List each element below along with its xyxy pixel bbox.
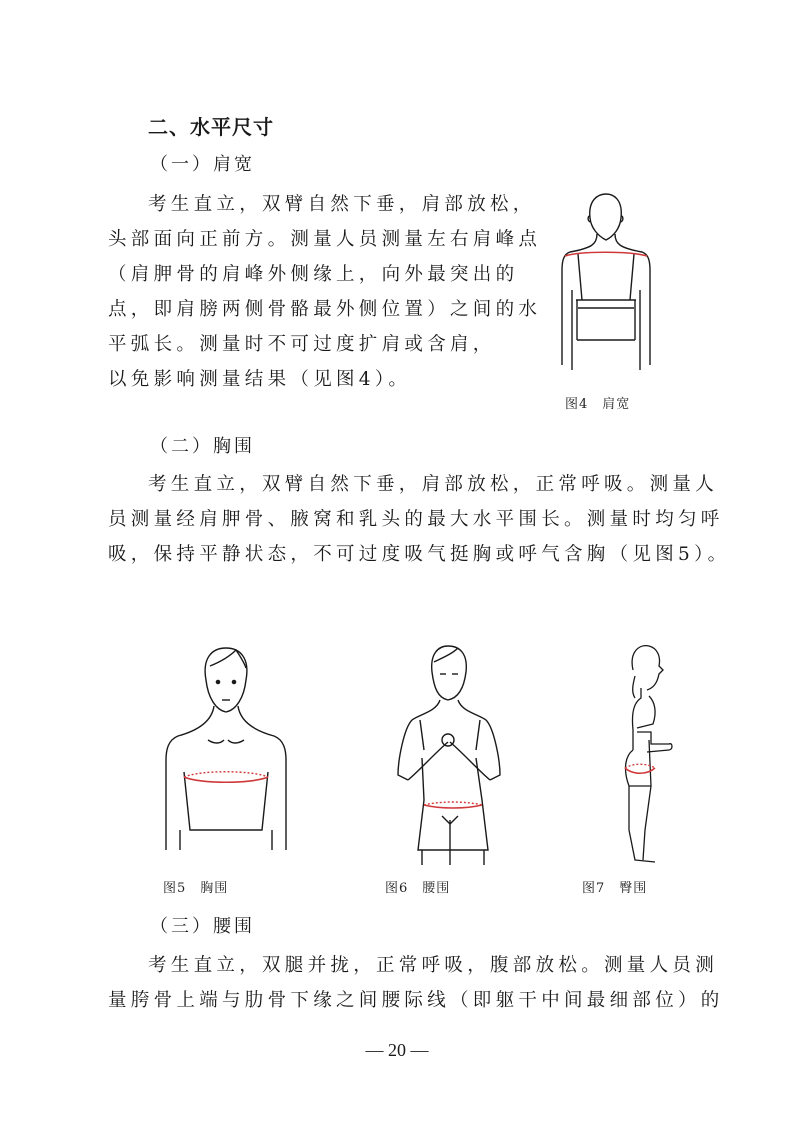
shoulder-width-figure-icon [550, 190, 660, 370]
waist-circumference-figure-icon [390, 640, 510, 865]
subsection-heading-chest: （二）胸围 [150, 436, 255, 457]
paragraph-waist [108, 948, 724, 1018]
section-title: 二、水平尺寸 [148, 115, 274, 139]
paragraph-line: 考生直立，双臂自然下垂，肩部放松， [148, 194, 536, 215]
figure-number: 图6 [385, 881, 409, 896]
figure-caption-4 [565, 393, 630, 412]
page-number: — 20 — [365, 1040, 429, 1060]
paragraph-chest [108, 467, 730, 572]
paragraph-line: 头部面向正前方。测量人员测量左右肩峰点 [108, 229, 542, 250]
figure-label: 胸围 [200, 881, 229, 896]
hip-circumference-figure-icon [615, 640, 695, 865]
figure-caption-5 [163, 877, 228, 896]
paragraph-line: 以免影响测量结果（见图4）。 [108, 369, 412, 390]
paragraph-line: 考生直立，双腿并拢，正常呼吸，腹部放松。测量人员测 [148, 955, 719, 976]
figure-number: 图7 [582, 881, 606, 896]
figure-caption-7 [582, 877, 647, 896]
paragraph-line: （肩胛骨的肩峰外侧缘上，向外最突出的 [108, 264, 519, 285]
figure-label: 臀围 [619, 881, 648, 896]
paragraph-line: 员测量经肩胛骨、腋窝和乳头的最大水平围长。测量时均匀呼 [108, 509, 724, 530]
paragraph-line: 点，即肩膀两侧骨骼最外侧位置）之间的水 [108, 299, 542, 320]
subsection-heading-shoulder: （一）肩宽 [150, 154, 255, 175]
figure-number: 图5 [163, 881, 187, 896]
figure-label: 肩宽 [602, 397, 631, 412]
chest-circumference-figure-icon [160, 640, 300, 860]
paragraph-line: 量胯骨上端与肋骨下缘之间腰际线（即躯干中间最细部位）的 [108, 990, 724, 1011]
figure-label: 腰围 [422, 881, 451, 896]
subsection-heading-waist: （三）腰围 [150, 916, 255, 937]
figure-caption-6 [385, 877, 450, 896]
paragraph-line: 考生直立，双臂自然下垂，肩部放松，正常呼吸。测量人 [148, 474, 719, 495]
paragraph-shoulder [108, 187, 541, 397]
paragraph-line: 平弧长。测量时不可过度扩肩或含肩， [108, 334, 496, 355]
figure-number: 图4 [565, 397, 589, 412]
paragraph-line: 吸，保持平静状态，不可过度吸气挺胸或呼气含胸（见图5）。 [108, 544, 731, 565]
